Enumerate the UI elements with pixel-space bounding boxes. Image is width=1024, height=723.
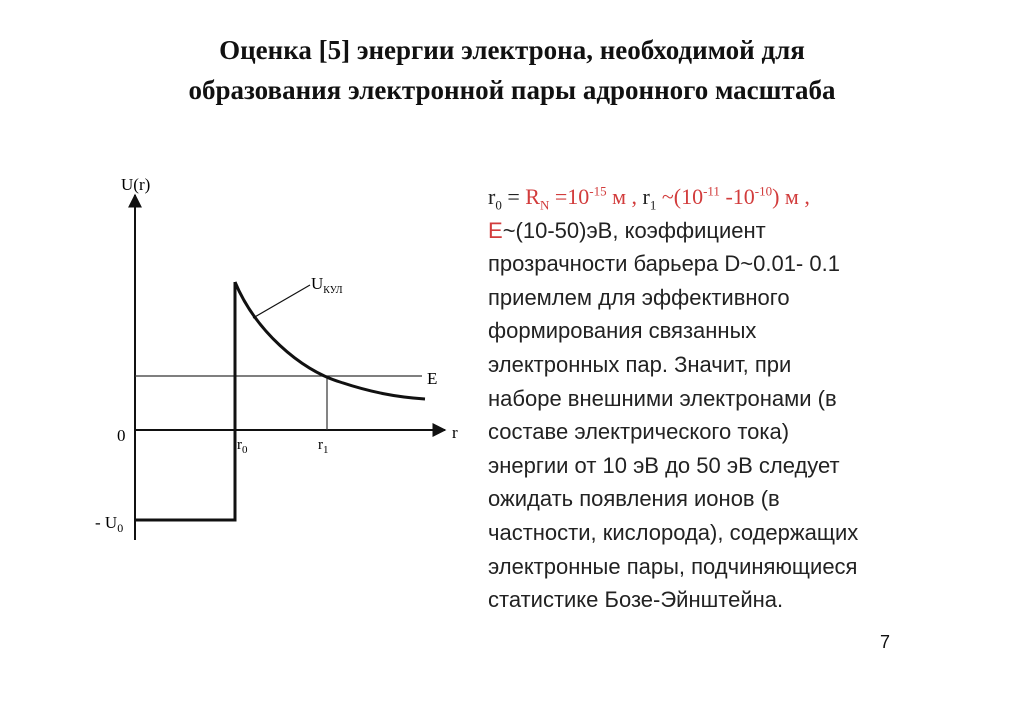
explanation-text [488, 180, 958, 617]
coulomb-label: $U_{КУЛ}$ [311, 274, 343, 296]
title-line-2: образования электронной пары адронного масштаба [188, 75, 836, 105]
coulomb-leader-line [253, 285, 310, 318]
text-line: наборе внешними электронами (в [488, 385, 837, 411]
neg-u0-label: - $U_0$ [95, 513, 124, 535]
x-axis-label: r [452, 423, 458, 442]
potential-well [135, 282, 235, 520]
formula-line: $r_0 = R_N =10^{-15}$ м , $r_1$ $\sim(10^{-11}$ $-10^{-10}$) м , [488, 183, 810, 213]
y-axis-label: U(r) [121, 175, 151, 194]
energy-range-line: E~(10-50)эВ, коэффициент [488, 217, 766, 243]
r1-label: $r_1$ [318, 437, 329, 456]
energy-label: E [427, 369, 438, 388]
text-line: частности, кислорода), содержащих [488, 519, 859, 545]
text-line: электронные пары, подчиняющиеся [488, 553, 858, 579]
text-line: формирования связанных [488, 318, 757, 344]
title-line-1: Оценка [5] энергии электрона, необходимой для [219, 35, 805, 65]
text-line: статистике Бозе-Эйнштейна. [488, 587, 784, 613]
text-line: электронных пар. Значит, при [488, 351, 792, 377]
r0-label: $r_0$ [237, 437, 248, 456]
origin-label: 0 [117, 426, 126, 445]
text-line: прозрачности барьера D~0.01- 0.1 [488, 251, 840, 277]
text-line: энергии от 10 эВ до 50 эВ следует [488, 452, 840, 478]
text-line: составе электрического тока) [488, 419, 790, 445]
page-number: 7 [880, 632, 891, 652]
coulomb-barrier-curve [235, 282, 425, 399]
text-line: приемлем для эффективного [488, 284, 790, 310]
text-line: ожидать появления ионов (в [488, 486, 780, 512]
